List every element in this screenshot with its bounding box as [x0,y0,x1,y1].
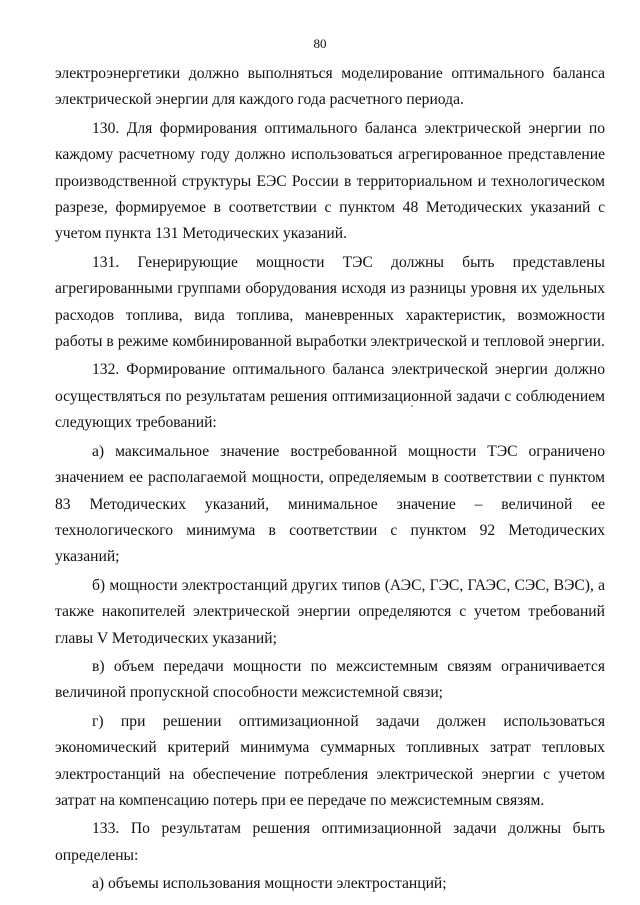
paragraph-132: 132. Формирование оптимального баланса электрической энергии должно осуществляться по результатам решения оптимизационной задачи с соблюдением следующих требований: [55,361,605,432]
subparagraph-132-g: г) при решении оптимизационной задачи должен использоваться экономический критерий минимума суммарных топливных затрат тепловых электростанций на обеспечение потребления электрической энергии с учетом затрат на компенсацию потерь при ее передаче по межсистемным связям. [55,712,605,809]
subparagraph-132-v: в) объем передачи мощности по межсистемным связям ограничивается величиной пропускной способности межсистемной связи; [55,657,605,702]
scan-speck [411,405,413,407]
subparagraph-132-a: а) максимальное значение востребованной мощности ТЭС ограничено значением ее располагаемой мощности, определяемым в соответствии с пунктом 83 Методических указаний, минимальное значение – величиной ее технологического минимума в соответствии с пунктом 92 Методических указаний; [55,442,605,566]
page-number: 80 [313,36,327,51]
subparagraph-132-b: б) мощности электростанций других типов (АЭС, ГЭС, ГАЭС, СЭС, ВЭС), а также накопителей электрической энергии определяются с учетом требований главы V Методических указаний; [55,576,605,647]
paragraph-133: 133. По результатам решения оптимизационной задачи должны быть определены: [55,820,605,864]
document-body [55,61,605,900]
paragraph-130: 130. Для формирования оптимального баланса электрической энергии по каждому расчетному году должно использоваться агрегированное представление производственной структуры ЕЭС России в территориальном и технологическом разрезе, формируемое в соответствии с пунктом 48 Методических указаний с учетом пункта 131 Методических указаний. [55,119,605,243]
subparagraph-133-a: а) объемы использования мощности электростанций; [92,875,447,893]
paragraph-131: 131. Генерирующие мощности ТЭС должны быть представлены агрегированными группами оборудования исходя из разницы уровня их удельных расходов топлива, вида топлива, маневренных характеристик, возможности работы в режиме комбинированной выработки электрической и тепловой энергии. [55,253,605,351]
paragraph-continuation: электроэнергетики должно выполняться моделирование оптимального баланса электрической энергии для каждого года расчетного периода. [55,65,605,109]
